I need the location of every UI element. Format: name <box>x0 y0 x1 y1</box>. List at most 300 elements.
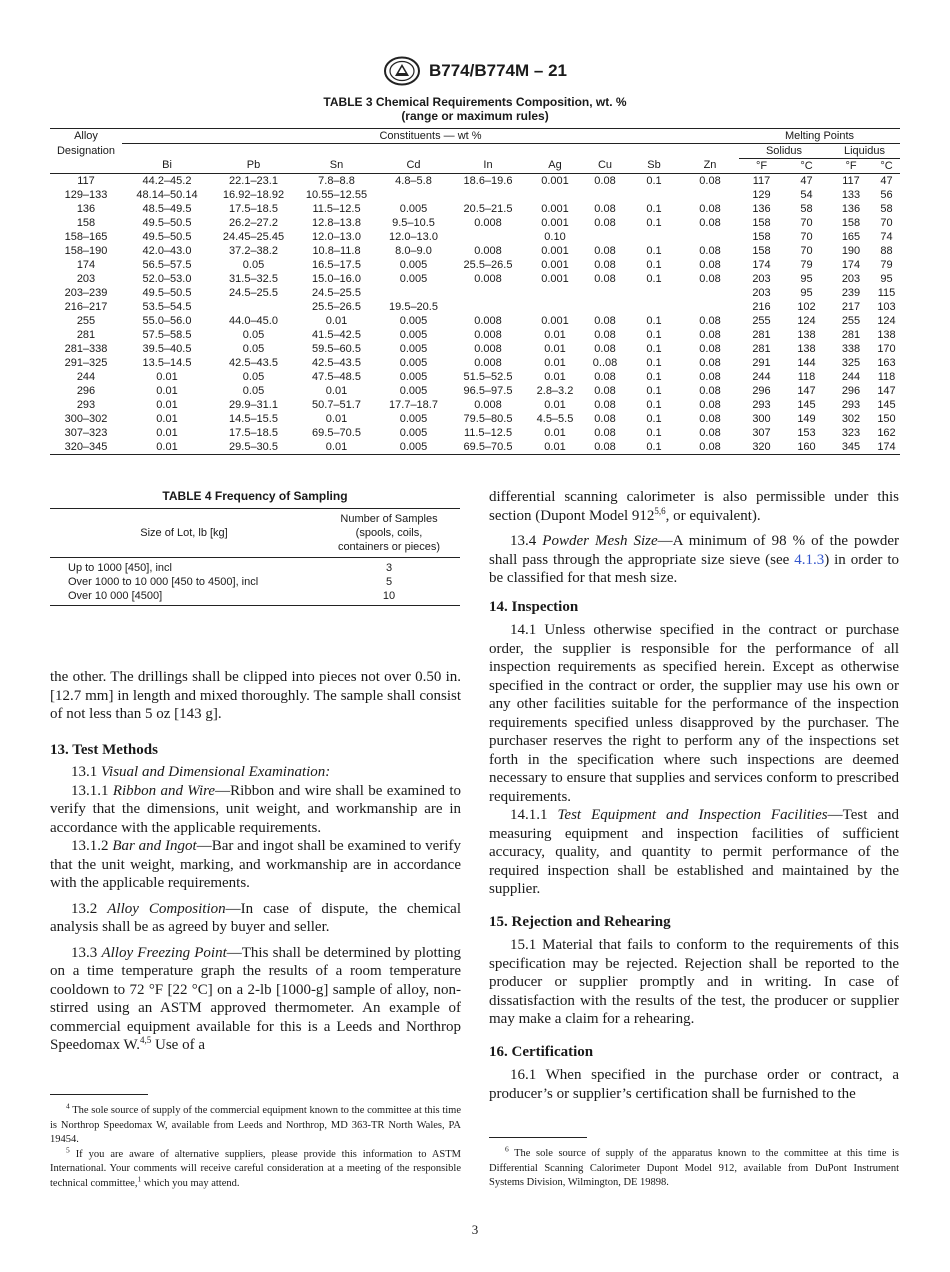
samples-header-line: containers or pieces) <box>337 541 441 553</box>
table-cell: 174 <box>841 258 861 271</box>
table-cell: 118 <box>877 370 896 383</box>
table-cell: 0.08 <box>699 216 721 229</box>
table-cell <box>627 230 681 244</box>
table-cell: 158 <box>752 216 771 229</box>
table-cell: 117 <box>842 174 860 187</box>
table-cell: 0.1 <box>646 398 662 411</box>
solidus-header: Solidus <box>739 144 829 159</box>
table-cell: 0.008 <box>474 314 502 327</box>
table-cell: 42.5–43.5 <box>229 356 278 369</box>
table-cell: 244 <box>752 370 771 383</box>
table-cell <box>681 286 739 300</box>
table-cell: 79 <box>880 258 893 271</box>
table-cell: 158 <box>752 230 771 243</box>
table-cell: 4.8–5.8 <box>395 174 432 187</box>
table-cell: 70 <box>800 216 813 229</box>
element-header: Pb <box>212 159 295 174</box>
table-cell: 0.1 <box>646 384 662 397</box>
alloy-designation-cell: 158–190 <box>64 244 108 257</box>
section-13-4: 13.4 Powder Mesh Size—A minimum of 98 % of the powder shall pass through the appropriate size sieve (see 4.1.3) in order to be classified for that mesh size. <box>489 533 899 586</box>
table-row <box>50 286 900 300</box>
table-row <box>50 589 460 606</box>
table4-caption: TABLE 4 Frequency of Sampling <box>162 489 348 503</box>
table-cell <box>378 286 449 300</box>
table-cell: 59.5–60.5 <box>312 342 361 355</box>
table-cell: 138 <box>797 328 816 341</box>
table-cell: 0.01 <box>544 328 566 341</box>
table-cell: 0.08 <box>699 258 721 271</box>
table-cell: 174 <box>752 258 771 271</box>
table-cell: 17.5–18.5 <box>229 202 278 215</box>
table-cell: 29.5–30.5 <box>212 440 295 455</box>
table-cell: 0.01 <box>156 370 178 383</box>
table-cell <box>583 230 627 244</box>
table-cell: 0.008 <box>474 356 502 369</box>
table-cell: 217 <box>841 300 861 313</box>
table-cell: 42.5–43.5 <box>312 356 361 369</box>
samples-cell: 10 <box>318 589 460 606</box>
table-cell: 95 <box>800 286 813 299</box>
table3-caption-line1: TABLE 3 Chemical Requirements Composition, wt. % <box>323 95 627 109</box>
table-cell: 13.5–14.5 <box>142 356 192 369</box>
table-cell: 7.8–8.8 <box>318 174 355 187</box>
table-cell: 291 <box>752 356 771 369</box>
table-cell: 10.8–11.8 <box>312 244 361 257</box>
table-cell: 96.5–97.5 <box>463 384 513 397</box>
section-13-2: 13.2 Alloy Composition—In case of dispute, the chemical analysis shall be as agreed by buyer and seller. <box>50 900 461 935</box>
table-cell: 203 <box>752 272 771 285</box>
footnotes-left <box>50 1101 461 1191</box>
table-cell: 0.08 <box>594 384 616 397</box>
table-cell: 70 <box>880 216 893 229</box>
table-cell: 0.01 <box>156 412 178 425</box>
table-cell: 0.001 <box>541 314 569 327</box>
table-cell <box>583 300 627 314</box>
table-cell: 24.5–25.5 <box>229 286 278 299</box>
element-header: Ag <box>527 159 583 174</box>
table-cell: 150 <box>877 412 896 425</box>
table-cell: 11.5–12.5 <box>463 426 513 439</box>
table-cell: 138 <box>797 342 816 355</box>
table-cell: 0.1 <box>627 440 681 455</box>
lot-size-cell: Up to 1000 [450], incl <box>68 562 172 574</box>
table-cell: 0.08 <box>699 174 721 187</box>
table-cell: 0.05 <box>242 384 265 397</box>
table-cell: 174 <box>873 440 900 455</box>
table-cell: 0.08 <box>699 314 721 327</box>
table-cell: 55.0–56.0 <box>142 314 192 327</box>
alloy-designation-cell: 117 <box>77 174 95 187</box>
table-cell: 145 <box>877 398 896 411</box>
table-cell: 293 <box>752 398 771 411</box>
element-header: Sn <box>295 159 378 174</box>
table-cell: 0.08 <box>594 328 616 341</box>
table-cell <box>378 188 449 202</box>
unit-header: °F <box>829 159 873 174</box>
table-row <box>50 230 900 244</box>
table-cell: 0.08 <box>594 342 616 355</box>
element-header: Sb <box>627 159 681 174</box>
alloy-designation-cell: 174 <box>76 258 96 271</box>
table-cell: 70 <box>800 244 813 257</box>
table-cell: 158 <box>841 216 861 229</box>
samples-header <box>318 509 460 558</box>
alloy-designation-cell: 255 <box>76 314 96 327</box>
table-row <box>50 384 900 398</box>
alloy-header: Alloy <box>50 129 122 144</box>
section-16-heading: 16. Certification <box>489 1043 594 1060</box>
table-cell: 0.01 <box>156 426 178 439</box>
element-header: Zn <box>681 159 739 174</box>
table-cell: 12.0–13.0 <box>389 230 438 243</box>
table-cell <box>627 286 681 300</box>
table-cell: 0.08 <box>583 440 627 455</box>
table-cell <box>449 188 527 202</box>
table-row <box>50 188 900 202</box>
table-cell: 47.5–48.5 <box>312 370 361 383</box>
table-cell: 16.92–18.92 <box>222 188 285 201</box>
table-cell: 19.5–20.5 <box>389 300 438 313</box>
section-14-1-1: 14.1.1 Test Equipment and Inspection Facilities—Test and measuring equipment and inspection facilities of sufficient accuracy, quality, and quantity to permit performance of the required inspection shall be established and maintained by the supplier. <box>489 807 899 897</box>
table-row <box>50 575 460 589</box>
table-cell: 144 <box>797 356 816 369</box>
table-cell: 0.08 <box>699 202 721 215</box>
table-cell: 0.01 <box>295 440 378 455</box>
lot-size-cell: Over 1000 to 10 000 [450 to 4500], incl <box>68 576 259 588</box>
table-cell: 0.08 <box>699 272 721 285</box>
table-cell: 12.0–13.0 <box>312 230 361 243</box>
table-cell: 0.001 <box>541 272 569 285</box>
table-cell: 12.8–13.8 <box>312 216 361 229</box>
table-cell <box>449 300 527 314</box>
table-cell: 52.0–53.0 <box>142 272 192 285</box>
section-13-1-2: 13.1.2 Bar and Ingot—Bar and ingot shall be examined to verify that the unit weight, marking, and workmanship are in accordance with the applicable requirements. <box>50 838 461 891</box>
table-cell: 95 <box>880 272 893 285</box>
table-cell: 165 <box>841 230 861 243</box>
table-cell: 24.45–25.45 <box>222 230 285 243</box>
table-cell: 29.9–31.1 <box>229 398 278 411</box>
table-cell <box>681 230 739 244</box>
table-cell: 0.005 <box>399 356 428 369</box>
table-cell: 0.001 <box>541 174 569 187</box>
section-14-1: 14.1 Unless otherwise specified in the contract or purchase order, the supplier is responsible for the performance of all inspection requirements as specified herein. Except as otherwise specified in the contract or order, the supplier may use his own or any other facilities suitable for the performance of the inspection requirements specified unless disapproved by the purchaser. The purchaser reserves the right to perform any of the inspections set forth in the specification where such inspections are deemed necessary to ensure that supplies and services conform to prescribed requirements. <box>489 622 899 805</box>
table-cell: 102 <box>797 300 816 313</box>
table-row <box>50 426 900 440</box>
table-cell: 0.008 <box>474 244 502 257</box>
table-cell: 22.1–23.1 <box>229 174 278 187</box>
table-cell: 345 <box>829 440 873 455</box>
table-cell: 0.1 <box>646 216 662 229</box>
footnote-5: $^5$ If you are aware of alternative suppliers, please provide this information to ASTM International. Your comments will receive careful consideration at a meeting of the responsible technical committee,$^1$ which you may attend. <box>50 1145 461 1189</box>
constituents-header: Constituents — wt % <box>122 129 739 144</box>
table-row <box>50 412 900 426</box>
table-cell: 88 <box>880 244 893 257</box>
table-cell: 133 <box>841 188 861 201</box>
table-cell: 147 <box>877 384 896 397</box>
table-cell: 0.05 <box>242 258 265 271</box>
table-cell: 0.01 <box>544 398 566 411</box>
table-cell: 0.1 <box>646 328 662 341</box>
table-row <box>50 370 900 384</box>
melting-points-header: Melting Points <box>739 129 900 144</box>
table-cell: 216 <box>752 300 771 313</box>
table-cell: 0.08 <box>594 314 616 327</box>
table-cell: 57.5–58.5 <box>142 328 192 341</box>
table-cell: 47 <box>800 174 813 187</box>
table-cell: 296 <box>752 384 771 397</box>
table-cell: 338 <box>841 342 861 355</box>
table-cell: 325 <box>841 356 861 369</box>
table-cell: 103 <box>877 300 896 313</box>
samples-header-line: (spools, coils, <box>355 527 423 539</box>
table-cell: 14.5–15.5 <box>229 412 278 425</box>
table-cell: 136 <box>752 202 771 215</box>
table-cell: 0.1 <box>646 258 662 271</box>
table-cell: 0.1 <box>646 356 662 369</box>
table-cell: 0.1 <box>646 202 662 215</box>
table-cell: 20.5–21.5 <box>463 202 513 215</box>
footnote-rule <box>50 1094 148 1095</box>
section-13-1-1: 13.1.1 Ribbon and Wire—Ribbon and wire shall be examined to verify that the dimensions, unit weight, and workmanship are in accordance with the applicable requirements. <box>50 782 461 836</box>
alloy-designation-cell: 203 <box>76 272 96 285</box>
sampling-frequency-table <box>50 508 460 606</box>
table-cell: 0.005 <box>399 412 428 425</box>
table-cell: 0.008 <box>474 216 502 229</box>
table-cell: 124 <box>797 314 816 327</box>
table-cell: 255 <box>841 314 861 327</box>
alloy-designation-cell: 244 <box>76 370 96 383</box>
table-cell: 0.05 <box>242 370 265 383</box>
table-cell: 0.08 <box>699 342 721 355</box>
element-header: In <box>449 159 527 174</box>
drillings-paragraph: the other. The drillings shall be clipped into pieces not over 0.50 in. [12.7 mm] in length and mixed thoroughly. The sample shall consist of not less than 5 oz [143 g]. <box>50 669 461 722</box>
table-cell: 0.005 <box>399 202 428 215</box>
table-cell: 170 <box>877 342 896 355</box>
table-cell: 16.5–17.5 <box>312 258 361 271</box>
table-cell: 0.005 <box>399 426 428 439</box>
table-cell: 153 <box>797 426 816 439</box>
table-cell: 0.001 <box>541 258 569 271</box>
table-cell: 24.5–25.5 <box>312 286 361 299</box>
alloy-designation-cell: 158–165 <box>64 230 108 243</box>
table-cell: 0.08 <box>699 384 721 397</box>
table-cell: 0.05 <box>242 328 265 341</box>
table-cell: 0.1 <box>646 412 662 425</box>
table-cell: 160 <box>784 440 829 455</box>
dsc-paragraph: differential scanning calorimeter is also permissible under this section (Dupont Model 912$^{5,6}$, or equivalent). <box>489 489 899 524</box>
table-cell <box>627 300 681 314</box>
table-row <box>50 356 900 370</box>
table-cell <box>449 286 527 300</box>
table-cell: 51.5–52.5 <box>463 370 513 383</box>
table-cell: 0.01 <box>325 314 348 327</box>
footnote-4: $^4$ The sole source of supply of the commercial equipment known to the committee at this time is Northrop Speedomax W, available from Leeds and Northrop, MD 363-TR North Wales, PA 19454. <box>50 1101 461 1145</box>
section-16-1: 16.1 When specified in the purchase order or contract, a producer’s or supplier’s certification shall be furnished to the <box>489 1067 899 1102</box>
table-row <box>50 258 900 272</box>
alloy-designation-cell: 136 <box>76 202 96 215</box>
table-cell: 95 <box>800 272 813 285</box>
table-cell: 0.08 <box>681 440 739 455</box>
table-cell: 48.14–50.14 <box>136 188 198 201</box>
table-cell: 0.08 <box>594 202 616 215</box>
element-header: Bi <box>122 159 212 174</box>
table-cell: 10.55–12.55 <box>305 188 368 201</box>
table-row <box>50 558 460 576</box>
table-cell: 162 <box>877 426 896 439</box>
table-cell: 0.005 <box>399 272 428 285</box>
table3-caption-line2: (range or maximum rules) <box>401 109 549 123</box>
table-cell: 117 <box>752 174 771 187</box>
table-cell: 37.2–38.2 <box>229 244 278 257</box>
table-row <box>50 440 900 455</box>
liquidus-header: Liquidus <box>829 144 900 159</box>
table-cell: 323 <box>841 426 861 439</box>
table-cell: 54 <box>800 188 813 201</box>
table-row <box>50 272 900 286</box>
table-cell: 69.5–70.5 <box>312 426 361 439</box>
footnotes-right <box>489 1144 899 1191</box>
table-cell: 203 <box>841 272 861 285</box>
table-cell: 56.5–57.5 <box>142 258 192 271</box>
table-cell: 0.1 <box>646 244 662 257</box>
table-cell: 0.08 <box>699 426 721 439</box>
section-15-1: 15.1 Material that fails to conform to the requirements of this specification may be rejected. Rejection shall be reported to the producer or supplier promptly and in writing. In case of dissatisfaction with the results of the test, the producer or supplier may make a claim for a rehearing. <box>489 937 899 1027</box>
table-cell: 138 <box>877 328 896 341</box>
table-cell: 0.08 <box>699 398 721 411</box>
table3-caption <box>50 95 900 123</box>
table-cell: 53.5–54.5 <box>142 300 192 313</box>
table-cell: 0.08 <box>699 370 721 383</box>
table-cell: 255 <box>752 314 771 327</box>
table-cell: 118 <box>797 370 816 383</box>
table-cell: 0.08 <box>594 258 616 271</box>
table-cell <box>527 286 583 300</box>
table-row <box>50 216 900 230</box>
table-row <box>50 398 900 412</box>
table-cell: 44.0–45.0 <box>229 314 278 327</box>
table-cell: 17.5–18.5 <box>229 426 278 439</box>
table-cell: 0.01 <box>544 370 566 383</box>
table-cell: 124 <box>877 314 896 327</box>
table-row <box>50 342 900 356</box>
alloy-designation-cell: 307–323 <box>64 426 108 439</box>
table-cell: 0.08 <box>594 426 616 439</box>
table-cell: 0..08 <box>592 356 618 369</box>
table-row <box>50 202 900 216</box>
table-cell: 50.7–51.7 <box>312 398 361 411</box>
table-row <box>50 174 900 189</box>
table-row <box>50 244 900 258</box>
alloy-designation-cell: 158 <box>76 216 96 229</box>
section-13-1: 13.1 Visual and Dimensional Examination: <box>71 764 331 780</box>
element-header: Cd <box>378 159 449 174</box>
table-cell: 39.5–40.5 <box>142 342 192 355</box>
table-cell: 79 <box>800 258 813 271</box>
alloy-designation-cell: 129–133 <box>64 188 108 201</box>
footnote-rule <box>489 1137 587 1138</box>
table-cell: 0.008 <box>474 342 502 355</box>
table-cell: 320 <box>739 440 784 455</box>
table-cell: 69.5–70.5 <box>449 440 527 455</box>
table-cell: 147 <box>797 384 816 397</box>
astm-logo-icon <box>383 56 421 86</box>
table-cell: 0.08 <box>699 412 721 425</box>
table-cell: 302 <box>841 412 861 425</box>
alloy-designation-cell: 281–338 <box>64 342 108 355</box>
table-cell: 47 <box>880 174 893 187</box>
table-cell <box>583 188 627 202</box>
table-cell: 0.001 <box>541 216 569 229</box>
table-cell: 49.5–50.5 <box>142 286 192 299</box>
table-cell: 0.005 <box>399 328 428 341</box>
table-cell: 9.5–10.5 <box>392 216 435 229</box>
table-cell <box>681 300 739 314</box>
table-cell: 0.08 <box>699 328 721 341</box>
element-header: Cu <box>583 159 627 174</box>
unit-header: °C <box>784 159 829 174</box>
table-cell: 74 <box>880 230 893 243</box>
table-cell: 296 <box>841 384 861 397</box>
table-cell: 0.005 <box>399 314 428 327</box>
table-cell: 0.08 <box>594 174 616 187</box>
section-13-heading: 13. Test Methods <box>50 741 158 758</box>
table-cell: 293 <box>841 398 861 411</box>
page-header <box>0 56 950 91</box>
table-cell: 0.01 <box>325 412 348 425</box>
samples-cell: 3 <box>385 562 393 574</box>
table-cell: 0.1 <box>646 314 662 327</box>
table-cell: 0.1 <box>646 370 662 383</box>
alloy-designation-cell: 293 <box>76 398 96 411</box>
table-cell: 79.5–80.5 <box>463 412 513 425</box>
table-cell: 58 <box>880 202 893 215</box>
table-cell: 190 <box>841 244 861 257</box>
designation-header: Designation <box>56 144 116 157</box>
table-cell: 0.001 <box>541 202 569 215</box>
table-cell: 0.005 <box>378 440 449 455</box>
table-cell: 31.5–32.5 <box>229 272 278 285</box>
right-column <box>489 488 899 1103</box>
table-cell: 0.08 <box>594 244 616 257</box>
table-cell: 0.01 <box>325 384 348 397</box>
table-cell: 4.5–5.5 <box>536 412 574 425</box>
table-cell: 0.08 <box>699 356 721 369</box>
table-cell: 0.01 <box>156 384 178 397</box>
table-cell: 8.0–9.0 <box>395 244 432 257</box>
table-cell <box>212 300 295 314</box>
page-number: 3 <box>471 1222 479 1237</box>
table-cell: 239 <box>841 286 861 299</box>
table-cell: 163 <box>877 356 896 369</box>
table-cell: 203 <box>752 286 771 299</box>
table-cell: 0.1 <box>646 174 662 187</box>
table-cell <box>449 230 527 244</box>
table-cell: 136 <box>841 202 861 215</box>
alloy-designation-cell: 320–345 <box>50 440 122 455</box>
table-cell: 70 <box>800 230 813 243</box>
alloy-designation-cell: 216–217 <box>64 300 108 313</box>
alloy-designation-cell: 291–325 <box>64 356 108 369</box>
section-ref-link[interactable]: 4.1.3 <box>794 551 825 568</box>
alloy-designation-cell: 296 <box>76 384 96 397</box>
table-cell: 300 <box>752 412 771 425</box>
footnote-6: $^6$ The sole source of supply of the apparatus known to the committee at this time is Differential Scanning Calorimeter Dupont Model 912, available from DuPont Instrument Systems Division, Wilmington, DE 19898. <box>489 1144 899 1188</box>
table-cell: 0.08 <box>594 412 616 425</box>
table-cell: 281 <box>752 328 771 341</box>
table-cell <box>627 188 681 202</box>
table-cell: 0.005 <box>399 370 428 383</box>
table-cell: 2.8–3.2 <box>536 384 574 397</box>
